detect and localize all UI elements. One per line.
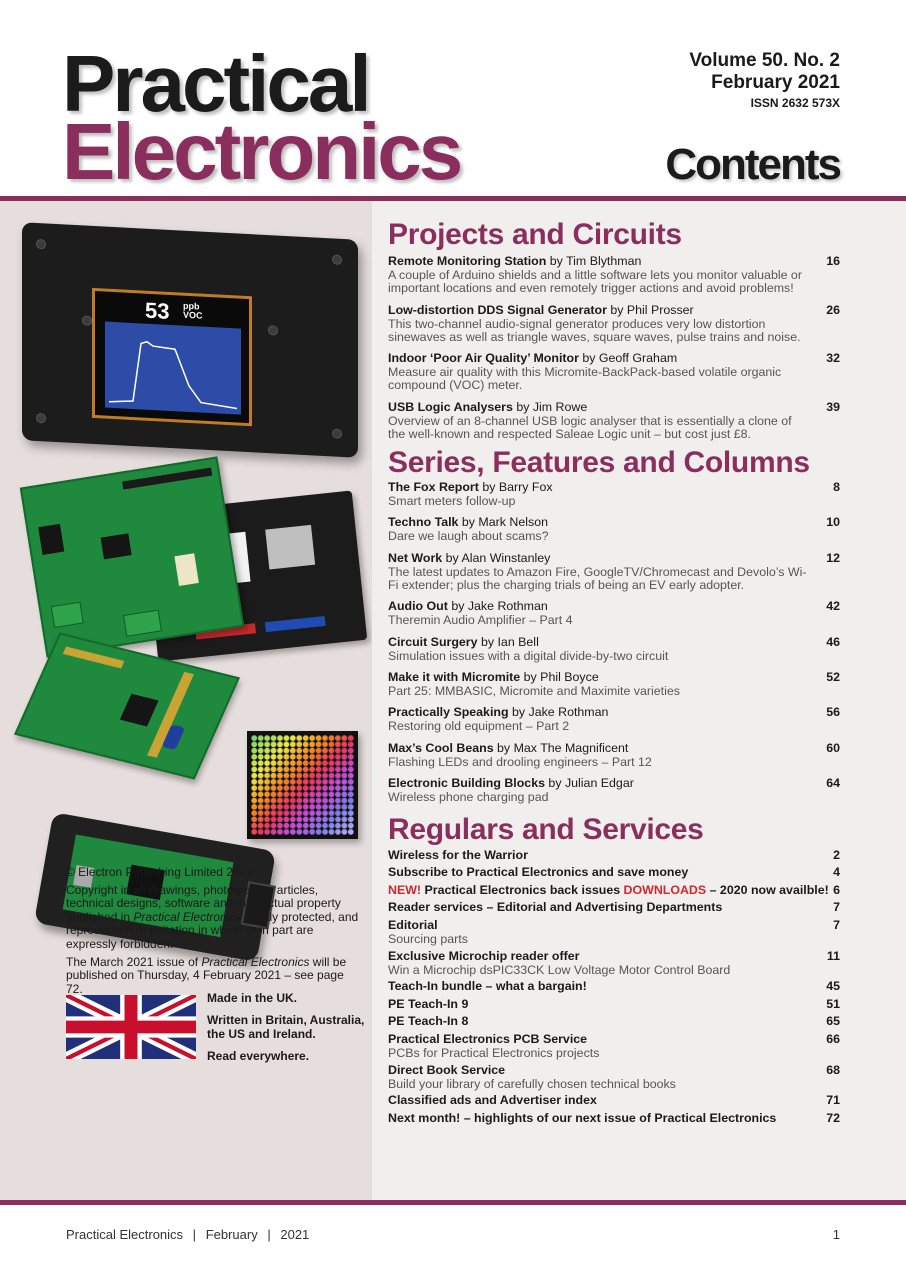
toc-entry[interactable]: Low-distortion DDS Signal Generator by Phil Prosser 26 This two-channel audio-signal generator produces very low distortion sinewaves as well as triangle waves, square waves, pulse trains and noise. bbox=[388, 303, 840, 344]
logo-practical: Practical bbox=[62, 39, 369, 128]
page-number: 71 bbox=[826, 1093, 840, 1107]
toc-entry[interactable]: Practically Speaking by Jake Rothman 56 Restoring old equipment – Part 2 bbox=[388, 705, 840, 733]
entry-description: Build your library of carefully chosen technical books bbox=[388, 1076, 676, 1091]
toc-entry[interactable]: Teach-In bundle – what a bargain! 45 bbox=[388, 979, 840, 993]
next-issue-note: The March 2021 issue of Practical Electronics will be published on Thursday, 4 February 2021 – see page 72. bbox=[66, 954, 347, 996]
toc-entry[interactable]: Next month! – highlights of our next issue of Practical Electronics 72 bbox=[388, 1111, 840, 1125]
issue-info bbox=[689, 50, 840, 112]
volume-number: Volume 50. No. 2 bbox=[689, 50, 840, 71]
page-number: 66 bbox=[826, 1032, 840, 1046]
entry-description: Part 25: MMBASIC, Micromite and Maximite varieties bbox=[388, 683, 680, 698]
page-number: 12 bbox=[826, 551, 840, 565]
page-number: 8 bbox=[833, 480, 840, 494]
toc-entry[interactable]: Exclusive Microchip reader offer 11 Win a Microchip dsPIC33CK Low Voltage Motor Control Board bbox=[388, 949, 840, 977]
toc-entry[interactable]: Techno Talk by Mark Nelson 10 Dare we laugh about scams? bbox=[388, 515, 840, 543]
entry-description: Sourcing parts bbox=[388, 931, 468, 946]
page-number: 56 bbox=[826, 705, 840, 719]
toc-entry[interactable]: PE Teach-In 9 51 bbox=[388, 997, 840, 1011]
left-image-panel bbox=[0, 201, 372, 1200]
entry-description: A couple of Arduino shields and a little software lets you monitor valuable or important locations and even remotely trigger actions and avoid problems! bbox=[388, 267, 802, 295]
toc-entry[interactable]: Remote Monitoring Station by Tim Blythman 16 A couple of Arduino shields and a little software lets you monitor valuable or important locations and even remotely trigger actions and avoid problems! bbox=[388, 254, 840, 295]
entry-description: PCBs for Practical Electronics projects bbox=[388, 1045, 600, 1060]
entry-description: Win a Microchip dsPIC33CK Low Voltage Motor Control Board bbox=[388, 962, 731, 977]
monitor-unit: ppb VOC bbox=[183, 300, 203, 321]
made-in-uk-block bbox=[207, 991, 367, 1071]
entry-description: Theremin Audio Amplifier – Part 4 bbox=[388, 612, 573, 627]
union-flag-icon bbox=[66, 995, 196, 1059]
copyright-line: © Electron Publishing Limited 2021 bbox=[66, 865, 253, 879]
page-number-footer: 1 bbox=[832, 1227, 840, 1242]
page-number: 65 bbox=[826, 1014, 840, 1028]
entry-description: Flashing LEDs and drooling engineers – Part 12 bbox=[388, 754, 652, 769]
entry-description: Restoring old equipment – Part 2 bbox=[388, 718, 570, 733]
page-number: 64 bbox=[826, 776, 840, 790]
entry-description: Overview of an 8-channel USB logic analyser that is essentially a clone of the well-known and respected Saleae Logic unit – but cost just £8. bbox=[388, 413, 792, 441]
toc-entry[interactable]: Audio Out by Jake Rothman 42 Theremin Audio Amplifier – Part 4 bbox=[388, 599, 840, 627]
section-title-projects: Projects and Circuits bbox=[388, 218, 682, 251]
toc-entry[interactable]: Electronic Building Blocks by Julian Edgar 64 Wireless phone charging pad bbox=[388, 776, 840, 804]
toc-entry[interactable]: Practical Electronics PCB Service 66 PCBs for Practical Electronics projects bbox=[388, 1032, 840, 1060]
entry-description: This two-channel audio-signal generator produces very low distortion sinewaves as well as triangle waves, square waves, pulse trains and noise. bbox=[388, 316, 801, 344]
footer-publication: Practical Electronics bbox=[66, 1227, 184, 1242]
page-number: 46 bbox=[826, 635, 840, 649]
copyright-block bbox=[66, 866, 362, 1000]
footer-year: 2021 bbox=[280, 1227, 310, 1242]
led-matrix-image bbox=[247, 731, 358, 839]
entry-description: Dare we laugh about scams? bbox=[388, 528, 549, 543]
logo-electronics: Electronics bbox=[62, 107, 461, 196]
written-in: Written in Britain, Australia, the US and Ireland. bbox=[207, 1013, 365, 1041]
toc-entry[interactable]: Net Work by Alan Winstanley 12 The latest updates to Amazon Fire, GoogleTV/Chromecast and Devolo’s Wi-Fi extender; plus the charging trials of being an EV early adopter. bbox=[388, 551, 840, 592]
page-number: 51 bbox=[826, 997, 840, 1011]
page-number: 11 bbox=[826, 949, 840, 963]
page-number: 16 bbox=[826, 254, 840, 268]
toc-entry[interactable]: Subscribe to Practical Electronics and save money 4 bbox=[388, 865, 840, 879]
toc-entry[interactable]: Make it with Micromite by Phil Boyce 52 Part 25: MMBASIC, Micromite and Maximite varieties bbox=[388, 670, 840, 698]
downloads-highlight: DOWNLOADS bbox=[623, 883, 707, 897]
monitor-display bbox=[92, 288, 252, 426]
entry-description: Measure air quality with this Micromite-BackPack-based volatile organic compound (VOC) meter. bbox=[388, 364, 782, 392]
page-number: 32 bbox=[826, 351, 840, 365]
monitor-graph bbox=[105, 322, 241, 415]
page-number: 6 bbox=[833, 883, 840, 897]
page-number: 52 bbox=[826, 670, 840, 684]
page-number: 45 bbox=[826, 979, 840, 993]
entry-description: Simulation issues with a digital divide-by-two circuit bbox=[388, 648, 669, 663]
entry-description: Wireless phone charging pad bbox=[388, 789, 549, 804]
toc-entry[interactable]: Reader services – Editorial and Advertising Departments 7 bbox=[388, 900, 840, 914]
section-title-series: Series, Features and Columns bbox=[388, 446, 810, 479]
read-everywhere: Read everywhere. bbox=[207, 1049, 310, 1063]
toc-entry[interactable]: Max’s Cool Beans by Max The Magnificent 60 Flashing LEDs and drooling engineers – Part 12 bbox=[388, 741, 840, 769]
section-title-regulars: Regulars and Services bbox=[388, 813, 704, 846]
page-number: 7 bbox=[833, 900, 840, 914]
toc-entry[interactable]: Circuit Surgery by Ian Bell 46 Simulation issues with a digital divide-by-two circuit bbox=[388, 635, 840, 663]
running-footer: Practical Electronics | February | 2021 bbox=[66, 1227, 310, 1242]
page-number: 72 bbox=[826, 1111, 840, 1125]
bottom-divider bbox=[0, 1200, 906, 1205]
page-number: 60 bbox=[826, 741, 840, 755]
page-number: 2 bbox=[833, 848, 840, 862]
masthead bbox=[0, 0, 906, 196]
made-in-uk: Made in the UK. bbox=[207, 991, 298, 1005]
entry-description: The latest updates to Amazon Fire, GoogleTV/Chromecast and Devolo’s Wi-Fi extender; plus the charging trials of being an EV early adopter. bbox=[388, 564, 807, 592]
air-quality-monitor-image bbox=[22, 222, 358, 458]
page-number: 26 bbox=[826, 303, 840, 317]
page-number: 39 bbox=[826, 400, 840, 414]
toc-entry[interactable]: The Fox Report by Barry Fox 8 Smart meters follow-up bbox=[388, 480, 840, 508]
monitor-readout: 53 bbox=[145, 297, 170, 324]
new-badge: NEW! bbox=[388, 883, 422, 897]
toc-entry[interactable]: Indoor ‘Poor Air Quality’ Monitor by Geoff Graham 32 Measure air quality with this Micromite-BackPack-based volatile organic compound (VOC) meter. bbox=[388, 351, 840, 392]
issue-date: February 2021 bbox=[711, 72, 840, 93]
copyright-text: Copyright in all drawings, photographs, articles, technical designs, software and intellectual property published in Practical Electronics is fully protected, and reproduction or imitation in whole or in part are expressly forbidden. bbox=[66, 882, 359, 951]
page-number: 68 bbox=[826, 1063, 840, 1077]
toc-entry[interactable]: Classified ads and Advertiser index 71 bbox=[388, 1093, 840, 1107]
toc-entry[interactable]: USB Logic Analysers by Jim Rowe 39 Overview of an 8-channel USB logic analyser that is essentially a clone of the well-known and respected Saleae Logic unit – but cost just £8. bbox=[388, 400, 840, 441]
page-number: 4 bbox=[833, 865, 840, 879]
entry-description: Smart meters follow-up bbox=[388, 493, 516, 508]
page-number: 10 bbox=[826, 515, 840, 529]
footer-month: February bbox=[205, 1227, 258, 1242]
green-pcb-image bbox=[20, 456, 244, 657]
toc-entry[interactable]: Direct Book Service 68 Build your library of carefully chosen technical books bbox=[388, 1063, 840, 1091]
page-number: 7 bbox=[833, 918, 840, 932]
page-number: 42 bbox=[826, 599, 840, 613]
toc-entry[interactable]: Wireless for the Warrior 2 bbox=[388, 848, 840, 862]
toc-entry-back-issues[interactable]: NEW! Practical Electronics back issues DOWNLOADS – 2020 now availble! 6 bbox=[388, 883, 840, 897]
toc-entry[interactable]: PE Teach-In 8 65 bbox=[388, 1014, 840, 1028]
contents-heading: Contents bbox=[665, 140, 840, 189]
toc-entry[interactable]: Editorial 7 Sourcing parts bbox=[388, 918, 840, 946]
issn: ISSN 2632 573X bbox=[750, 96, 840, 110]
